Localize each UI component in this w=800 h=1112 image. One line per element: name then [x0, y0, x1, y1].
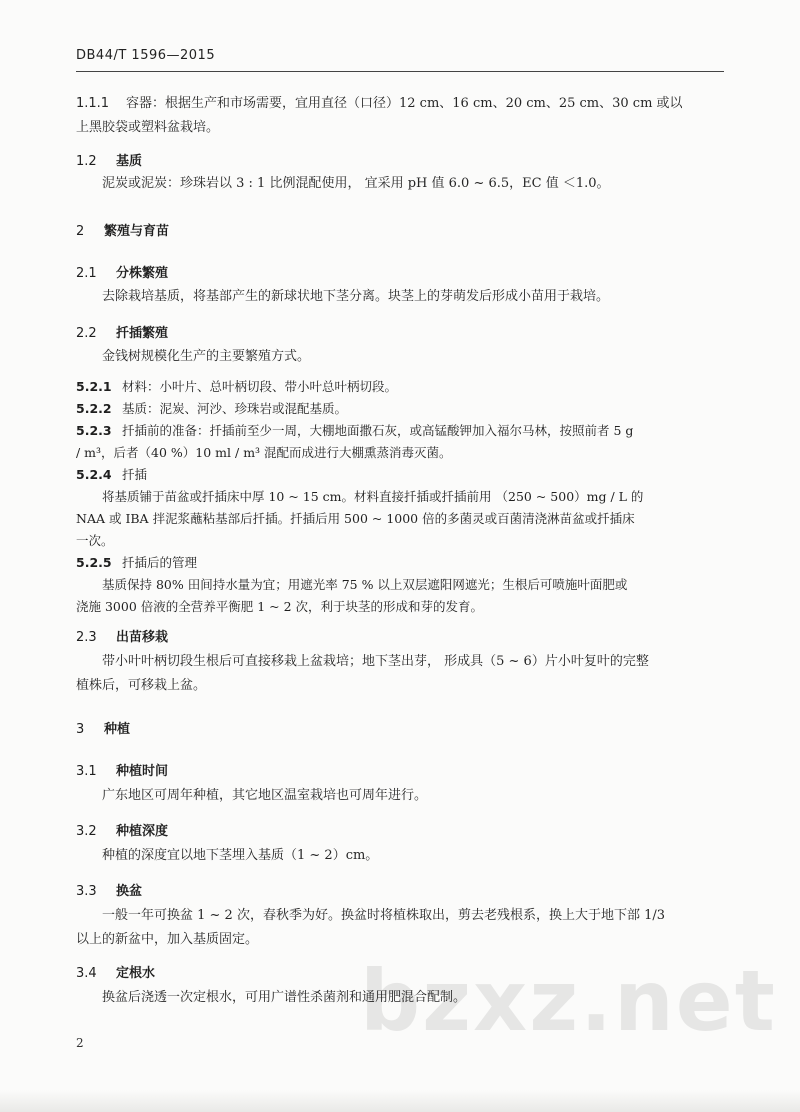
- heading-number: 3.1: [76, 764, 97, 779]
- heading-3-1: [76, 760, 726, 779]
- clause-text: 将基质铺于苗盆或扦插床中厚 10 ~ 15 cm。材料直接扦插或扦插前用 （250 ~ 500）mg / L 的: [102, 489, 644, 504]
- heading-title: 扦插繁殖: [116, 326, 169, 341]
- clause-text-cont: 上黑胶袋或塑料盆栽培。: [76, 120, 220, 135]
- doc-header: DB44/T 1596—2015: [76, 48, 216, 63]
- heading-number: 1.2: [76, 154, 97, 169]
- clause-text-cont: / m³，后者（40 %）10 ml / m³ 混配而成进行大棚熏蒸消毒灭菌。: [76, 445, 452, 460]
- heading-3: [76, 718, 726, 737]
- clause-text-cont: 浇施 3000 倍液的全营养平衡肥 1 ~ 2 次，利于块茎的形成和芽的发育。: [76, 599, 484, 614]
- heading-title: 繁殖与育苗: [104, 224, 170, 239]
- heading-title: 分株繁殖: [116, 266, 169, 281]
- clause-5-2-5: [76, 552, 726, 618]
- paragraph-2-3: [76, 650, 726, 698]
- clause-title: 扦插: [122, 467, 148, 482]
- heading-number: 2.2: [76, 326, 97, 341]
- paragraph-3-3: [76, 904, 726, 952]
- paragraph-1-2: 泥炭或泥炭：珍珠岩以 3 : 1 比例混配使用， 宜采用 pH 值 6.0 ~ 6.5，EC 值 ＜1.0。: [102, 176, 610, 191]
- heading-1-2: [76, 150, 726, 169]
- watermark: bzxz.net: [360, 952, 777, 1050]
- paragraph-2-1: 去除栽培基质，将基部产生的新球状地下茎分离。块茎上的芽萌发后形成小苗用于栽培。: [102, 289, 610, 304]
- clause-text: 扦插前的准备：扦插前至少一周，大棚地面撒石灰，或高锰酸钾加入福尔马林，按照前者 5 g: [122, 423, 634, 438]
- heading-number: 2: [76, 224, 85, 239]
- clause-text-cont: 一次。: [76, 533, 114, 548]
- paragraph-3-1: 广东地区可周年种植，其它地区温室栽培也可周年进行。: [102, 788, 428, 803]
- heading-2-1: [76, 262, 726, 281]
- clause-text: 容器：根据生产和市场需要，宜用直径（口径）12 cm、16 cm、20 cm、25 cm、30 cm 或以: [126, 96, 683, 111]
- heading-number: 3.2: [76, 824, 97, 839]
- heading-number: 3: [76, 722, 85, 737]
- heading-3-2: [76, 820, 726, 839]
- heading-title: 定根水: [116, 966, 156, 981]
- paragraph-line: 一般一年可换盆 1 ~ 2 次，春秋季为好。换盆时将植株取出，剪去老残根系，换上大于地下部 1/3: [102, 908, 666, 923]
- heading-title: 基质: [116, 154, 143, 169]
- clause-text: 基质：泥炭、河沙、珍珠岩或混配基质。: [122, 401, 348, 416]
- clause-number: 5.2.2: [76, 401, 112, 416]
- clause-number: 5.2.4: [76, 467, 112, 482]
- clause-number: 5.2.3: [76, 423, 112, 438]
- header-rule: [76, 71, 724, 72]
- clause-5-2-4: [76, 464, 726, 552]
- clause-5-2-3: [76, 420, 726, 464]
- heading-number: 3.4: [76, 966, 97, 981]
- heading-title: 换盆: [116, 884, 143, 899]
- clause-text: 材料：小叶片、总叶柄切段、带小叶总叶柄切段。: [122, 379, 398, 394]
- paragraph-line: 带小叶叶柄切段生根后可直接移栽上盆栽培；地下茎出芽， 形成具（5 ~ 6）片小叶复叶的完整: [102, 654, 649, 669]
- clause-5-2-2: [76, 398, 726, 420]
- heading-title: 出苗移栽: [116, 630, 169, 645]
- clause-number: 5.2.5: [76, 555, 112, 570]
- paragraph-line: 以上的新盆中，加入基质固定。: [76, 932, 259, 947]
- clause-text: 基质保持 80% 田间持水量为宜；用遮光率 75 % 以上双层遮阳网遮光；生根后可喷施叶面肥或: [102, 577, 628, 592]
- clause-5-2-1: [76, 376, 726, 398]
- heading-2: [76, 220, 726, 239]
- clause-text-cont: NAA 或 IBA 拌泥浆蘸粘基部后扦插。扦插后用 500 ~ 1000 倍的多菌灵或百菌清浇淋苗盆或扦插床: [76, 511, 635, 526]
- heading-2-2: [76, 322, 726, 341]
- heading-2-3: [76, 626, 726, 645]
- heading-number: 2.1: [76, 266, 97, 281]
- clause-number: 1.1.1: [76, 96, 110, 111]
- heading-title: 种植: [104, 722, 131, 737]
- clause-number: 5.2.1: [76, 379, 112, 394]
- paragraph-3-4: 换盆后浇透一次定根水，可用广谱性杀菌剂和通用肥混合配制。: [102, 990, 467, 1005]
- heading-number: 2.3: [76, 630, 97, 645]
- page-number: 2: [76, 1036, 84, 1050]
- paragraph-3-2: 种植的深度宜以地下茎埋入基质（1 ~ 2）cm。: [102, 848, 379, 863]
- heading-title: 种植时间: [116, 764, 169, 779]
- heading-3-3: [76, 880, 726, 899]
- clause-title: 扦插后的管理: [122, 555, 198, 570]
- heading-number: 3.3: [76, 884, 97, 899]
- heading-title: 种植深度: [116, 824, 169, 839]
- clause-1-1-1: [76, 92, 726, 140]
- paragraph-line: 植株后，可移栽上盆。: [76, 678, 207, 693]
- paragraph-2-2: 金钱树规模化生产的主要繁殖方式。: [102, 349, 311, 364]
- page-bottom-shade: [0, 1090, 800, 1112]
